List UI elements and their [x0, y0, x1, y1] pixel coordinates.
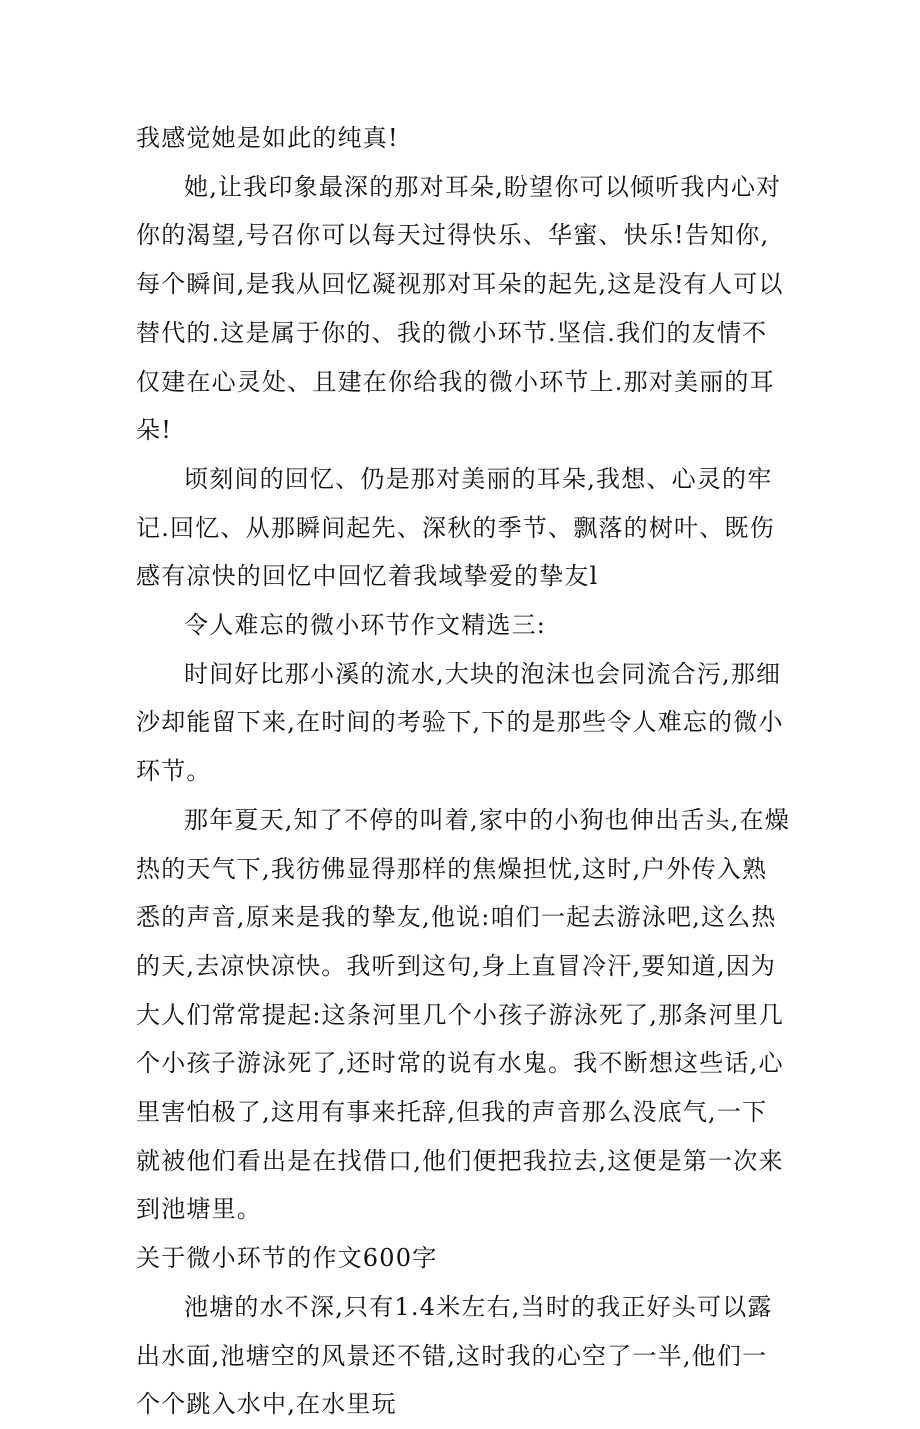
- paragraph-3: 顷刻间的回忆、仍是那对美丽的耳朵,我想、心灵的牢记.回忆、从那瞬间起先、深秋的季节、飘落的树叶、既伤感有凉快的回忆中回忆着我域挚爱的挚友l: [136, 464, 775, 591]
- paragraph-5: 那年夏天,知了不停的叫着,家中的小狗也伸出舌头,在燥热的天气下,我彷佛显得那样的焦燥担忧,这时,户外传入熟悉的声音,原来是我的挚友,他说:咱们一起去游泳吧,这么热的天,去凉快凉快。我听到这句,身上直冒冷汗,要知道,因为大人们常常提起:这条河里几个小孩子游泳死了,那条河里几个小孩子游泳死了,还时常的说有水鬼。我不断想这些话,心里害怕极了,这用有事来托辞,但我的声音那么没底气,一下就被他们看出是在找借口,他们便把我拉去,这便是第一次来到池塘里。: [136, 805, 791, 1224]
- document-body: [136, 114, 792, 1429]
- inline-title: 关于微小环节的作文600字: [136, 1244, 438, 1273]
- section-heading: 令人难忘的微小环节作文精选三:: [184, 611, 547, 640]
- paragraph-1: 我感觉她是如此的纯真!: [136, 124, 399, 152]
- paragraph-4: 时间好比那小溪的流水,大块的泡沫也会同流合污,那细沙却能留下来,在时间的考验下,下的是那些令人难忘的微小环节。: [136, 659, 784, 786]
- paragraph-6: 池塘的水不深,只有1.4米左右,当时的我正好头可以露出水面,池塘空的风景还不错,这时我的心空了一半,他们一个个跳入水中,在水里玩: [136, 1292, 773, 1419]
- paragraph-2: 她,让我印象最深的那对耳朵,盼望你可以倾听我内心对你的渴望,号召你可以每天过得快乐、华蜜、快乐!告知你,每个瞬间,是我从回忆凝视那对耳朵的起先,这是没有人可以替代的.这是属于你的、我的微小环节.坚信.我们的友情不仅建在心灵处、且建在你给我的微小环节上.那对美丽的耳朵!: [136, 172, 784, 445]
